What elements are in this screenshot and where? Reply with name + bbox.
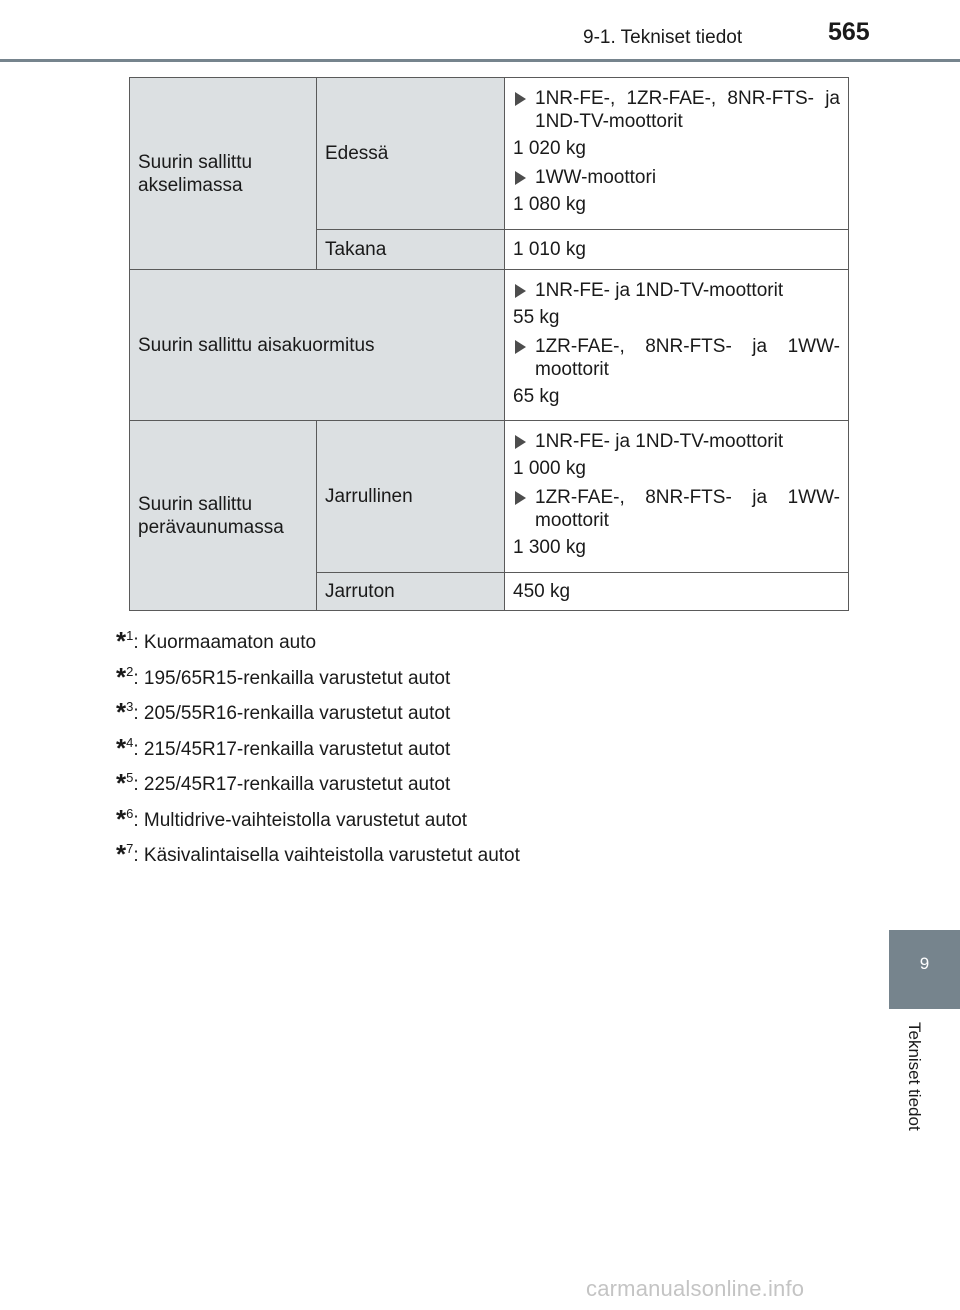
weight-value: 1 080 kg	[513, 194, 586, 215]
footnote-number: 2	[126, 663, 134, 679]
triangle-bullet-icon	[515, 491, 526, 505]
footnotes	[116, 618, 876, 867]
engine-label: 1NR-FE- ja 1ND-TV-moottorit	[535, 431, 784, 452]
engine-label: 1NR-FE- ja 1ND-TV-moottorit	[535, 279, 784, 301]
chapter-tab	[889, 930, 960, 1009]
footnote-asterisk: *	[116, 661, 127, 692]
table-row	[130, 78, 849, 230]
chapter-number: 9	[919, 954, 930, 973]
footnote-text: : Multidrive-vaihteistolla varustetut autot	[133, 809, 468, 831]
footnote-asterisk: *	[116, 732, 127, 763]
footnote-text: : 215/45R17-renkailla varustetut autot	[133, 738, 451, 760]
footnote-number: 3	[126, 699, 134, 714]
axle-label: Suurin sallittu akselimassa	[138, 151, 253, 196]
footnote-number: 7	[126, 841, 134, 856]
footnote-text: : Käsivalintaisella vaihteistolla varustetut autot	[133, 845, 520, 866]
section-title: 9-1. Tekniset tiedot	[583, 27, 743, 48]
footnote-asterisk: *	[116, 768, 127, 798]
triangle-bullet-icon	[515, 284, 526, 298]
footnote-number: 1	[126, 628, 134, 643]
footnote-text: : 225/45R17-renkailla varustetut autot	[133, 774, 451, 795]
axle-rear-label-cell	[317, 230, 505, 270]
footnote-asterisk: *	[116, 803, 127, 834]
triangle-bullet-icon	[515, 435, 526, 449]
triangle-bullet-icon	[515, 171, 526, 185]
engine-label: 1NR-FE-, 1ZR-FAE-, 8NR-FTS- ja 1ND-TV-moottorit	[535, 88, 840, 132]
footnote-number: 4	[126, 734, 134, 750]
weight-value: 450 kg	[513, 581, 571, 602]
trailer-label: Suurin sallittu perävaunumassa	[138, 493, 284, 538]
list-item	[513, 166, 840, 189]
weight-value: 1 300 kg	[513, 537, 586, 558]
footnote-asterisk: *	[116, 697, 127, 727]
footnote	[116, 796, 876, 832]
axle-front-label: Edessä	[325, 143, 389, 164]
weight-value: 55 kg	[513, 306, 560, 328]
chapter-title: Tekniset tiedot	[905, 1022, 924, 1131]
trailer-label-cell	[130, 421, 317, 611]
list-item	[513, 87, 840, 133]
footnote-text: : 195/65R15-renkailla varustetut autot	[133, 667, 451, 689]
footnote	[116, 689, 876, 725]
trailer-unbraked-label: Jarruton	[325, 581, 395, 602]
footnote	[116, 725, 876, 761]
weight-value: 65 kg	[513, 385, 560, 407]
footnote-text: : Kuormaamaton auto	[133, 632, 317, 653]
roof-label-cell	[130, 270, 505, 421]
trailer-braked-values	[505, 421, 849, 573]
watermark: carmanualsonline.info	[586, 1276, 805, 1301]
axle-front-values	[505, 78, 849, 230]
roof-label: Suurin sallittu aisakuormitus	[138, 334, 375, 356]
header-divider	[0, 59, 960, 62]
page-number: 565	[828, 18, 870, 46]
triangle-bullet-icon	[515, 92, 526, 106]
engine-label: 1ZR-FAE-, 8NR-FTS- ja 1WW-moottorit	[535, 487, 840, 531]
list-item	[513, 335, 840, 381]
footnote-asterisk: *	[116, 839, 127, 869]
axle-rear-label: Takana	[325, 239, 387, 260]
list-item	[513, 279, 840, 302]
weight-value: 1 020 kg	[513, 138, 586, 159]
axle-label-cell	[130, 78, 317, 270]
footnote-number: 5	[126, 770, 134, 785]
list-item	[513, 486, 840, 532]
engine-label: 1ZR-FAE-, 8NR-FTS- ja 1WW-moottorit	[535, 335, 840, 380]
trailer-braked-label: Jarrullinen	[325, 486, 413, 507]
footnote	[116, 831, 876, 867]
weight-value: 1 010 kg	[513, 239, 586, 260]
footnote	[116, 654, 876, 690]
footnote-number: 6	[126, 805, 134, 821]
footnote	[116, 618, 876, 654]
trailer-braked-label-cell	[317, 421, 505, 573]
weight-value: 1 000 kg	[513, 458, 586, 479]
axle-front-label-cell	[317, 78, 505, 230]
table-row	[130, 421, 849, 573]
triangle-bullet-icon	[515, 340, 526, 354]
trailer-unbraked-value-cell	[505, 573, 849, 611]
axle-rear-value-cell	[505, 230, 849, 270]
table-row	[130, 270, 849, 421]
spec-table	[129, 77, 849, 611]
roof-values	[505, 270, 849, 421]
footnote	[116, 760, 876, 796]
trailer-unbraked-label-cell	[317, 573, 505, 611]
footnote-asterisk: *	[116, 626, 127, 656]
list-item	[513, 430, 840, 453]
footnote-text: : 205/55R16-renkailla varustetut autot	[133, 703, 451, 724]
engine-label: 1WW-moottori	[535, 167, 657, 188]
